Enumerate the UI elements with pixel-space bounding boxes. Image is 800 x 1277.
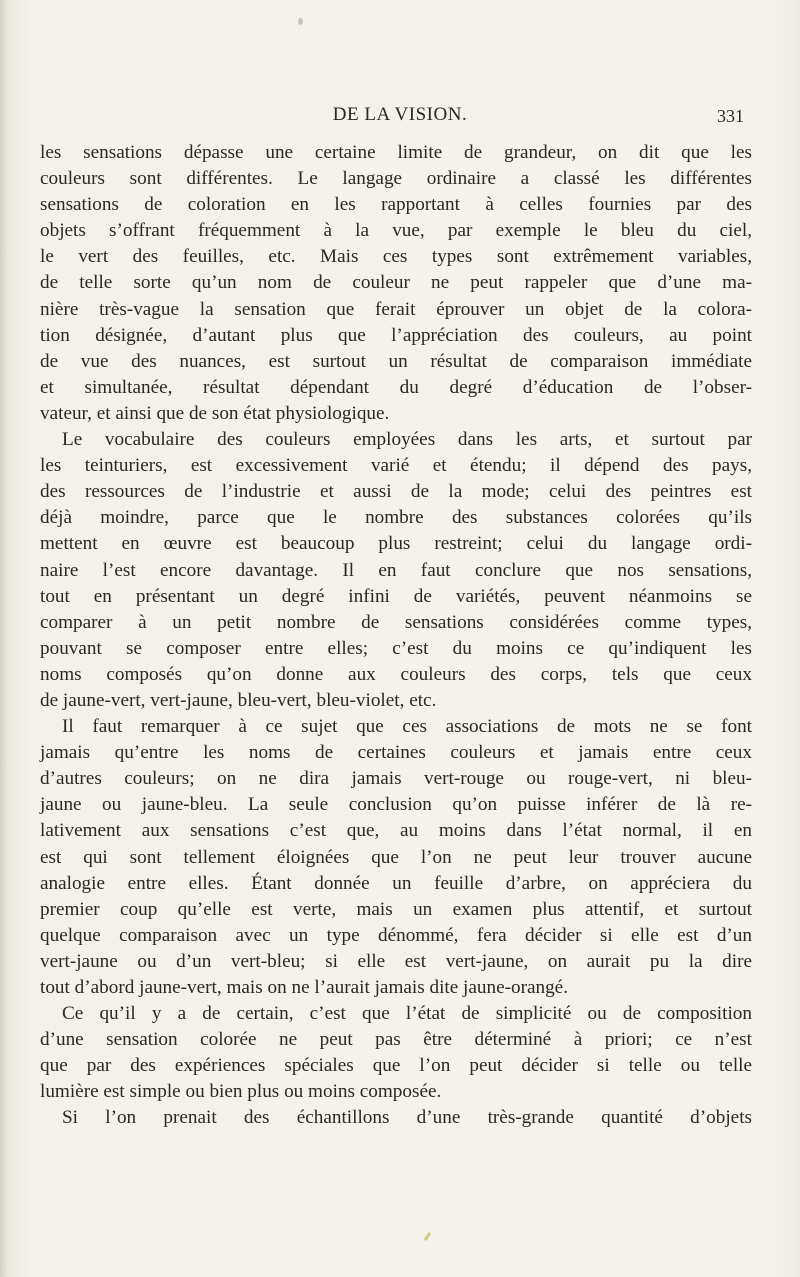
text-line: de telle sorte qu’un nom de couleur ne peut rappeler que d’une ma- (40, 272, 752, 294)
text-line: vert-jaune ou d’un vert-bleu; si elle est vert-jaune, on aurait pu la dire (40, 950, 752, 972)
text-line: comparer à un petit nombre de sensations considérées comme types, (40, 611, 752, 633)
paragraph-start-line: Si l’on prenait des échantillons d’une très-grande quantité d’objets (62, 1107, 752, 1129)
paper-fleck (424, 1232, 432, 1241)
paragraph-end-line: de jaune-vert, vert-jaune, bleu-vert, bleu-violet, etc. (40, 689, 437, 711)
text-line: tion désignée, d’autant plus que l’appréciation des couleurs, au point (40, 324, 752, 346)
paragraph-start-line: Il faut remarquer à ce sujet que ces associations de mots ne se font (62, 716, 752, 738)
text-line: nière très-vague la sensation que ferait éprouver un objet de la colora- (40, 298, 752, 320)
text-line: de vue des nuances, est surtout un résultat de comparaison immédiate (40, 350, 752, 372)
text-line: sensations de coloration en les rapportant à celles fournies par des (40, 194, 752, 216)
text-line: naire l’est encore davantage. Il en faut conclure que nos sensations, (40, 559, 752, 581)
text-line: objets s’offrant fréquemment à la vue, par exemple le bleu du ciel, (40, 220, 752, 242)
text-line: quelque comparaison avec un type dénommé, fera décider si elle est d’un (40, 924, 752, 946)
text-line: d’autres couleurs; on ne dira jamais vert-rouge ou rouge-vert, ni bleu- (40, 768, 752, 790)
text-line: tout en présentant un degré infini de variétés, peuvent néanmoins se (40, 585, 752, 607)
paragraph-end-line: tout d’abord jaune-vert, mais on ne l’aurait jamais dite jaune-orangé. (40, 977, 568, 998)
paragraph-end-line: lumière est simple ou bien plus ou moins composée. (40, 1081, 442, 1103)
text-line: mettent en œuvre est beaucoup plus restreint; celui du langage ordi- (40, 533, 752, 555)
page-header (0, 104, 800, 134)
text-line: analogie entre elles. Étant donnée un feuille d’arbre, on appréciera du (40, 872, 752, 894)
running-head: DE LA VISION. (332, 104, 468, 125)
paragraph-end-line: vateur, et ainsi que de son état physiologique. (40, 402, 390, 424)
text-line: pouvant se composer entre elles; c’est du moins ce qu’indiquent les (40, 637, 752, 659)
text-line: noms composés qu’on donne aux couleurs des corps, tels que ceux (40, 663, 752, 685)
text-line: que par des expériences spéciales que l’on peut décider si telle ou telle (40, 1055, 752, 1077)
text-line: des ressources de l’industrie et aussi de la mode; celui des peintres est (40, 481, 752, 503)
text-line: d’une sensation colorée ne peut pas être déterminé à priori; ce n’est (40, 1029, 752, 1051)
page-gutter-shadow (0, 0, 8, 1277)
text-line: lativement aux sensations c’est que, au moins dans l’état normal, il en (40, 820, 752, 842)
text-line: est qui sont tellement éloignées que l’on ne peut leur trouver aucune (40, 846, 752, 868)
text-line: premier coup qu’elle est verte, mais un examen plus attentif, et surtout (40, 898, 752, 920)
paragraph-start-line: Ce qu’il y a de certain, c’est que l’état de simplicité ou de composition (62, 1003, 752, 1025)
body-text (40, 140, 752, 1132)
paragraph-start-line: Le vocabulaire des couleurs employées dans les arts, et surtout par (62, 429, 752, 451)
text-line: jamais qu’entre les noms de certaines couleurs et jamais entre ceux (40, 742, 752, 764)
text-line: les sensations dépasse une certaine limite de grandeur, on dit que les (40, 142, 752, 163)
text-line: les teinturiers, est excessivement varié et étendu; il dépend des pays, (40, 455, 752, 477)
text-line: le vert des feuilles, etc. Mais ces types sont extrêmement variables, (40, 246, 752, 268)
text-line: jaune ou jaune-bleu. La seule conclusion qu’on puisse inférer de là re- (40, 794, 752, 816)
text-line: déjà moindre, parce que le nombre des substances colorées qu’ils (40, 507, 752, 529)
paper-spot (298, 18, 303, 25)
text-line: et simultanée, résultat dépendant du degré d’éducation de l’obser- (40, 376, 752, 398)
text-line: couleurs sont différentes. Le langage ordinaire a classé les différentes (40, 168, 752, 190)
page-number: 331 (717, 106, 744, 126)
